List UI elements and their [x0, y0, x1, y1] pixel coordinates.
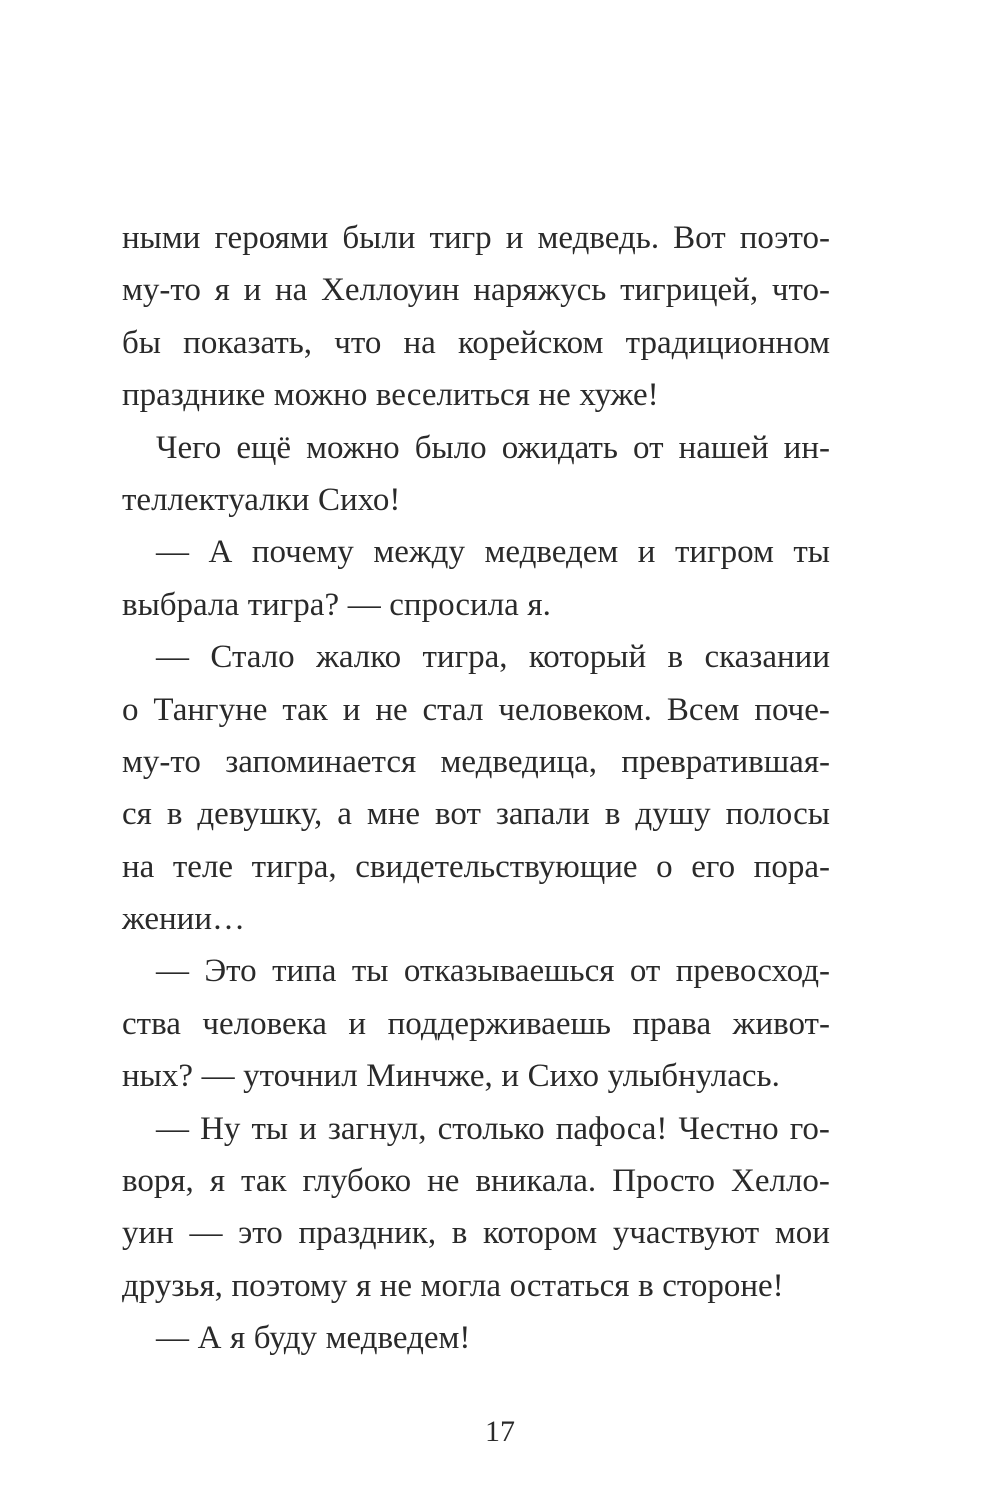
text-word: сказании	[704, 639, 830, 676]
text-word: Хеллоуин	[321, 272, 460, 309]
text-line	[122, 631, 830, 683]
text-word: между	[373, 534, 465, 571]
text-word: запали	[495, 796, 590, 833]
text-word: типа	[272, 953, 337, 990]
text-word: не	[379, 1267, 413, 1304]
text-word: и	[299, 1110, 317, 1147]
text-word: в	[604, 796, 621, 833]
text-word: ся	[122, 796, 152, 833]
text-word: вот	[435, 796, 481, 833]
text-word: го-	[789, 1110, 830, 1147]
text-word: от	[629, 953, 661, 990]
text-word: веселиться	[375, 377, 530, 414]
text-word: поче-	[754, 691, 830, 728]
text-word: о	[656, 848, 673, 885]
text-word: и	[348, 1005, 367, 1042]
body-text	[122, 212, 830, 1365]
text-word: тигрицей,	[620, 272, 759, 309]
text-word: о	[122, 691, 139, 728]
text-word: —	[156, 953, 189, 990]
text-word: так	[282, 691, 328, 728]
text-word: могла	[420, 1267, 502, 1304]
text-word: в	[638, 1267, 654, 1304]
text-word: вникала.	[475, 1163, 597, 1200]
text-word: праздник,	[298, 1215, 437, 1252]
text-word: мне	[366, 796, 421, 833]
text-line	[122, 1260, 830, 1312]
text-word: тигром	[674, 534, 774, 571]
text-line	[122, 1155, 830, 1207]
text-word: пора-	[753, 848, 830, 885]
text-word: Честно	[678, 1110, 779, 1147]
text-word: традиционном	[625, 324, 830, 361]
text-word: не	[375, 691, 408, 728]
text-word: героями	[214, 220, 329, 256]
text-word: превосход-	[675, 953, 830, 990]
text-line	[122, 317, 830, 369]
text-line	[122, 1103, 830, 1155]
text-word: и	[243, 272, 262, 309]
text-word: ты	[251, 1110, 289, 1147]
text-word: поэто-	[739, 220, 830, 256]
text-line	[122, 945, 830, 997]
text-word: в	[451, 1215, 468, 1252]
text-word: показать,	[183, 324, 313, 361]
text-word: запоминается	[225, 743, 417, 780]
text-line	[122, 1050, 830, 1102]
text-word: уин	[122, 1215, 174, 1252]
text-word: девушку,	[197, 796, 323, 833]
text-word: поэтому	[231, 1267, 348, 1304]
text-word: ными	[122, 220, 201, 256]
text-line	[122, 579, 830, 631]
text-word: ещё	[236, 429, 292, 466]
text-word: живот-	[732, 1005, 830, 1042]
text-word: тигра?	[247, 586, 340, 623]
text-word: Ну	[200, 1110, 241, 1147]
text-word: жении…	[122, 901, 245, 938]
text-word: превратившая-	[621, 743, 830, 780]
text-word: медведица,	[440, 743, 598, 780]
text-line	[122, 1207, 830, 1259]
text-word: душу	[635, 796, 711, 833]
text-word: —	[156, 639, 189, 676]
text-word: свидетельствующие	[355, 848, 638, 885]
text-word: медведем	[484, 534, 619, 571]
text-word: почему	[251, 534, 354, 571]
text-word: были	[342, 220, 416, 256]
text-word: человеком.	[498, 691, 652, 728]
text-word: тигр	[429, 220, 492, 256]
text-word: ожидать	[501, 429, 618, 466]
text-word: так	[241, 1163, 287, 1200]
text-word: отказываешься	[403, 953, 615, 990]
text-word: тигра,	[422, 639, 508, 676]
text-line	[122, 736, 830, 788]
text-word: ты	[351, 953, 389, 990]
text-word: ных?	[122, 1058, 193, 1095]
text-word: и	[637, 534, 656, 571]
text-word: остаться	[509, 1267, 630, 1304]
text-word: и	[342, 691, 361, 728]
text-word: Сихо!	[317, 481, 401, 518]
text-word: можно	[306, 429, 400, 466]
text-word: это	[238, 1215, 283, 1252]
text-word: корейском	[458, 324, 604, 361]
text-word: теллектуалки	[122, 481, 310, 518]
page-number: 17	[485, 1415, 515, 1448]
text-word: участвуют	[612, 1215, 760, 1252]
text-word: —	[201, 1058, 235, 1095]
text-word: поддерживаешь	[387, 1005, 611, 1042]
text-word: Минчже,	[366, 1058, 493, 1095]
text-line	[122, 893, 830, 945]
text-word: Всем	[666, 691, 740, 728]
text-word: в	[166, 796, 183, 833]
text-word: медведь.	[537, 220, 660, 256]
text-word: воря,	[122, 1163, 194, 1200]
text-word: не	[427, 1163, 460, 1200]
text-line	[122, 474, 830, 526]
text-word: А	[197, 1320, 222, 1357]
text-word: Хелло-	[731, 1163, 830, 1200]
text-word: нашей	[678, 429, 769, 466]
text-word: права	[632, 1005, 712, 1042]
text-word: А	[208, 534, 233, 571]
text-word: я.	[527, 586, 551, 623]
text-word: —	[156, 1320, 189, 1357]
text-line	[122, 422, 830, 474]
text-word: пафоса!	[555, 1110, 668, 1147]
text-word: —	[156, 534, 189, 571]
text-word: и	[505, 220, 524, 256]
text-word: я	[209, 1163, 225, 1200]
text-word: улыбнулась.	[607, 1058, 780, 1095]
text-word: загнул,	[327, 1110, 427, 1147]
text-word: выбрала	[122, 586, 240, 623]
text-word: —	[347, 586, 381, 623]
text-word: человека	[202, 1005, 327, 1042]
text-word: тигра,	[251, 848, 337, 885]
text-word: —	[189, 1215, 223, 1252]
text-word: а	[337, 796, 352, 833]
text-word: котором	[483, 1215, 598, 1252]
text-word: на	[122, 848, 155, 885]
text-word: му-то	[122, 272, 201, 309]
text-word: Вот	[673, 220, 726, 256]
text-line	[122, 1312, 830, 1364]
text-word: уточнил	[243, 1058, 358, 1095]
text-word: Просто	[612, 1163, 715, 1200]
text-word: хуже!	[579, 377, 659, 414]
text-word: что	[334, 324, 382, 361]
text-line	[122, 212, 830, 264]
text-word: и	[501, 1058, 520, 1095]
text-word: стал	[422, 691, 484, 728]
text-word: мои	[774, 1215, 830, 1252]
text-word: наряжусь	[473, 272, 607, 309]
text-word: Стало	[210, 639, 295, 676]
text-line	[122, 841, 830, 893]
text-word: который	[528, 639, 647, 676]
text-word: Тангуне	[153, 691, 268, 728]
text-word: столько	[437, 1110, 545, 1147]
text-word: му-то	[122, 743, 201, 780]
text-word: на	[275, 272, 308, 309]
text-word: —	[156, 1110, 189, 1147]
text-word: друзья,	[122, 1267, 223, 1304]
text-word: Сихо	[527, 1058, 600, 1095]
text-word: глубоко	[302, 1163, 412, 1200]
text-word: полосы	[725, 796, 830, 833]
text-word: я	[214, 272, 230, 309]
text-word: ства	[122, 1005, 181, 1042]
text-line	[122, 684, 830, 736]
text-word: ин-	[783, 429, 830, 466]
text-word: стороне!	[662, 1267, 784, 1304]
text-word: было	[414, 429, 487, 466]
text-line	[122, 369, 830, 421]
text-word: можно	[273, 377, 368, 414]
text-word: я	[230, 1320, 246, 1357]
text-word: не	[538, 377, 571, 414]
text-word: Чего	[156, 429, 222, 466]
text-word: ты	[793, 534, 830, 571]
text-line	[122, 264, 830, 316]
text-word: на	[403, 324, 436, 361]
text-word: буду	[253, 1320, 318, 1357]
text-word: спросила	[389, 586, 519, 623]
text-word: что-	[771, 272, 830, 309]
text-word: медведем!	[325, 1320, 471, 1357]
text-line	[122, 788, 830, 840]
text-word: теле	[172, 848, 234, 885]
text-word: от	[633, 429, 664, 466]
text-word: празднике	[122, 377, 266, 414]
text-word: его	[691, 848, 736, 885]
text-line	[122, 526, 830, 578]
text-word: бы	[122, 324, 161, 361]
text-word: я	[356, 1267, 372, 1304]
text-word: Это	[204, 953, 257, 990]
text-line	[122, 998, 830, 1050]
text-word: жалко	[316, 639, 402, 676]
text-word: в	[667, 639, 684, 676]
